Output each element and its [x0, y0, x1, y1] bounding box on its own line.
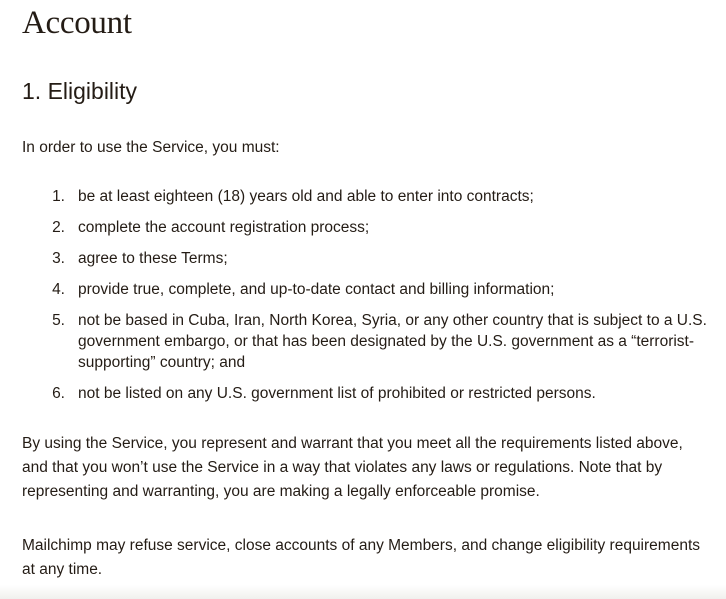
list-item [22, 186, 712, 207]
list-item-number: 2. [52, 219, 65, 236]
list-item-text: be at least eighteen (18) years old and able to enter into contracts; [78, 188, 534, 205]
requirements-list [22, 186, 712, 404]
list-item [22, 279, 712, 300]
list-item [22, 248, 712, 269]
list-item-text: not be based in Cuba, Iran, North Korea, Syria, or any other country that is subject to a U.S. government embargo, or that has been designated by the U.S. government as a “terrorist-supporting” country; and [78, 312, 707, 371]
list-item [22, 383, 712, 404]
list-item-text: not be listed on any U.S. government list of prohibited or restricted persons. [78, 385, 596, 402]
list-item-number: 4. [52, 281, 65, 298]
list-item-text: complete the account registration process; [78, 219, 370, 236]
terms-page [22, 0, 712, 582]
list-item-text: provide true, complete, and up-to-date contact and billing information; [78, 281, 555, 298]
representation-paragraph: By using the Service, you represent and warrant that you meet all the requirements listed above, and that you won’t use the Service in a way that violates any laws or regulations. Note that by representing and warranting, you are making a legally enforceable promise. [22, 435, 683, 500]
intro-text: In order to use the Service, you must: [22, 139, 280, 156]
refusal-paragraph: Mailchimp may refuse service, close accounts of any Members, and change eligibility requirements at any time. [22, 537, 700, 578]
section-heading: 1. Eligibility [22, 78, 138, 104]
list-item [22, 217, 712, 238]
bottom-fade [0, 585, 726, 599]
list-item-number: 1. [52, 188, 65, 205]
list-item-number: 6. [52, 385, 65, 402]
list-item-number: 5. [52, 312, 65, 329]
list-item-text: agree to these Terms; [78, 250, 228, 267]
list-item-number: 3. [52, 250, 65, 267]
list-item [22, 310, 712, 373]
eligibility-section [22, 77, 712, 582]
page-title: Account [22, 5, 132, 41]
